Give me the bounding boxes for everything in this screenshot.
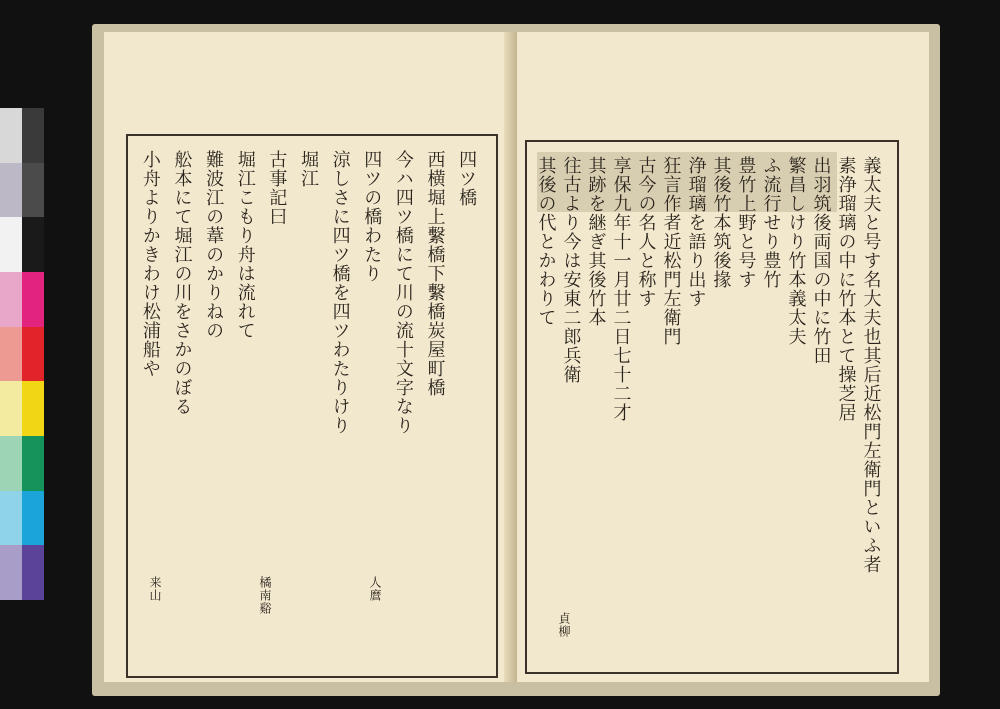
color-swatch xyxy=(22,108,44,163)
color-swatch xyxy=(22,381,44,436)
text-column: 義太夫と号す名大夫也其后近松門左衛門といふ者 xyxy=(860,156,882,574)
color-calibration-strip xyxy=(0,108,44,600)
attribution-label: 橘南谿 xyxy=(258,576,272,615)
color-swatch xyxy=(0,545,22,600)
color-swatch xyxy=(0,381,22,436)
text-column: 古事記曰 xyxy=(266,150,288,226)
color-swatch xyxy=(22,272,44,327)
text-column: ふ流行せり豊竹 xyxy=(760,156,782,289)
text-column: 涼しさに四ツ橋を四ツわたりけり xyxy=(329,150,351,435)
color-swatch xyxy=(22,163,44,218)
color-swatch xyxy=(22,327,44,382)
text-column: 舩本にて堀江の川をさかのぼる xyxy=(171,150,193,416)
color-swatch xyxy=(0,327,22,382)
color-swatch-row xyxy=(0,163,44,218)
color-swatch-row xyxy=(0,491,44,546)
text-column: 其後の代とかわりて xyxy=(535,156,557,327)
color-swatch-row xyxy=(0,545,44,600)
color-swatch xyxy=(0,217,22,272)
text-column: 豊竹上野と号す xyxy=(735,156,757,289)
color-swatch xyxy=(22,545,44,600)
attribution-label: 来山 xyxy=(148,576,162,602)
color-swatch-row xyxy=(0,381,44,436)
text-column: 浄瑠璃を語り出す xyxy=(685,156,707,308)
text-column: 堀江こもり舟は流れて xyxy=(234,150,256,340)
text-column: 西横堀上繫橋下繫橋炭屋町橋 xyxy=(424,150,446,397)
left-text-frame xyxy=(126,134,498,678)
color-swatch-row xyxy=(0,272,44,327)
text-column: 往古より今は安東二郎兵衛 xyxy=(560,156,582,384)
text-column: 堀江 xyxy=(298,150,319,188)
open-book xyxy=(92,24,940,696)
color-swatch xyxy=(0,108,22,163)
attribution-label: 貞柳 xyxy=(557,612,571,638)
color-swatch-row xyxy=(0,436,44,491)
left-page xyxy=(104,32,517,682)
color-swatch xyxy=(0,491,22,546)
text-column: 其後竹本筑後掾 xyxy=(710,156,732,289)
text-column: 小舟よりかきわけ松浦船や xyxy=(139,150,161,378)
right-page xyxy=(516,32,929,682)
text-column: 出羽筑後両国の中に竹田 xyxy=(810,156,832,365)
color-swatch xyxy=(0,163,22,218)
color-swatch xyxy=(0,272,22,327)
text-column: 四ツの橋わたり xyxy=(361,150,383,283)
text-column: 其跡を継ぎ其後竹本 xyxy=(585,156,607,327)
text-column: 繁昌しけり竹本義太夫 xyxy=(785,156,807,346)
text-column: 古今の名人と称す xyxy=(635,156,657,308)
color-swatch xyxy=(22,491,44,546)
text-column: 四ツ橋 xyxy=(456,150,478,207)
text-column: 難波江の葦のかりねの xyxy=(203,150,225,340)
text-column: 享保九年十一月廿二日七十二才 xyxy=(610,156,632,422)
color-swatch xyxy=(22,217,44,272)
attribution-label: 人麿 xyxy=(368,576,382,602)
text-column: 狂言作者近松門左衛門 xyxy=(660,156,682,346)
color-swatch xyxy=(22,436,44,491)
right-text-frame xyxy=(525,140,899,674)
color-swatch-row xyxy=(0,108,44,163)
text-column: 今ハ四ツ橋にて川の流十文字なり xyxy=(392,150,414,435)
color-swatch xyxy=(0,436,22,491)
color-swatch-row xyxy=(0,327,44,382)
color-swatch-row xyxy=(0,217,44,272)
text-column: 素浄瑠璃の中に竹本とて操芝居 xyxy=(835,156,857,422)
